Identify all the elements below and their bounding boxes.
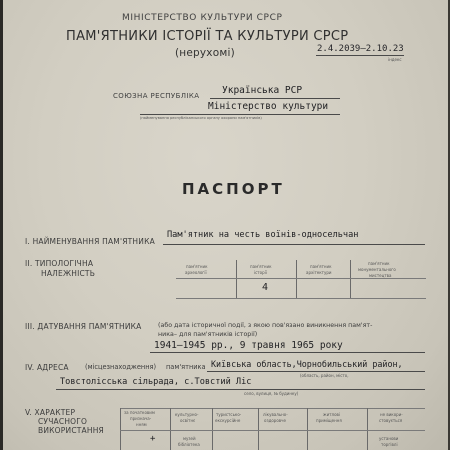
monument-dating: 1941–1945 рр., 9 травня 1965 року xyxy=(154,340,343,351)
usage-unused-l2: стовується xyxy=(379,418,403,423)
usage-tourist-l1: туристсько- xyxy=(216,412,242,417)
section-2-label-1: II. ТИПОЛОГІЧНА xyxy=(25,259,94,268)
address-underline-1 xyxy=(207,371,425,372)
usage-original-l2: признача- xyxy=(130,416,152,421)
type-archaeology-l2: археології xyxy=(185,270,207,275)
usage-sub-library: бібліотека xyxy=(178,442,200,447)
type-divider-1 xyxy=(236,260,237,298)
type-architecture-l2: архітектури xyxy=(306,270,332,275)
section-3-note-1: (або дата історичної події, з якою пов'язано виникнення пам'ят- xyxy=(158,322,373,329)
address-caption-2: село, вулиця, № будинку) xyxy=(244,391,299,396)
usage-sub-museum: музей xyxy=(183,436,196,441)
type-monumental-l1: пам'ятник xyxy=(368,261,390,266)
usage-divider-5 xyxy=(367,408,368,450)
address-line-2: Товстолісська сільрада, с.Товстий Ліс xyxy=(60,377,252,387)
index-number: 2.4.2039–2.10.23 xyxy=(317,44,404,54)
usage-divider-4 xyxy=(307,408,308,450)
usage-medical-l2: оздоровче xyxy=(264,418,286,423)
usage-unused-l1: не викори- xyxy=(380,412,403,417)
passport-title: ПАСПОРТ xyxy=(182,180,285,198)
republic-underline xyxy=(210,98,340,99)
section-3-label: III. ДАТУВАННЯ ПАМ'ЯТНИКА xyxy=(25,322,142,331)
monument-name: Пам'ятник на честь воїнів-односельчан xyxy=(167,230,359,240)
address-line-1: Київська область,Чорнобильський район, xyxy=(211,359,403,369)
republic-value: Українська РСР xyxy=(222,85,303,96)
section-1-label: I. НАЙМЕНУВАННЯ ПАМ'ЯТНИКА xyxy=(25,237,155,246)
type-divider-2 xyxy=(296,260,297,298)
document-subtitle: (нерухомі) xyxy=(175,47,235,59)
type-history-l2: історії xyxy=(254,270,267,275)
address-caption-1: (область, район, місто, xyxy=(300,373,349,378)
index-label: індекс xyxy=(388,57,402,62)
usage-divider-0 xyxy=(120,408,121,450)
usage-cultural-l1: культурно- xyxy=(175,412,199,417)
republic-label: СОЮЗНА РЕСПУБЛІКА xyxy=(113,92,200,100)
ministry-heading: МІНІСТЕРСТВО КУЛЬТУРИ СРСР xyxy=(122,13,283,23)
type-history-mark: 4 xyxy=(262,282,269,293)
type-bottom-rule xyxy=(176,298,426,299)
type-header-rule xyxy=(176,278,426,279)
type-divider-3 xyxy=(350,260,351,298)
type-architecture-l1: пам'ятник xyxy=(310,264,332,269)
address-underline-2 xyxy=(56,389,425,390)
usage-header-rule xyxy=(120,430,425,431)
usage-top-rule xyxy=(120,408,425,409)
type-history-l1: пам'ятник xyxy=(250,264,272,269)
usage-housing-l2: приміщення xyxy=(316,418,342,423)
usage-sub-trade: торгівлі xyxy=(381,442,398,447)
type-monumental-l3: мистецтва xyxy=(369,273,392,278)
section-4-label-note: (місцезнаходження) xyxy=(85,363,157,371)
usage-tourist-l2: екскурсійне xyxy=(215,418,241,423)
index-underline xyxy=(316,55,404,56)
usage-divider-2 xyxy=(212,408,213,450)
section-3-note-2: ника– для пам'ятників історії) xyxy=(158,331,258,338)
dating-underline xyxy=(150,352,425,353)
usage-original-mark: + xyxy=(150,434,156,444)
section-4-label: IV. АДРЕСА xyxy=(25,363,69,372)
section-5-label-2: СУЧАСНОГО xyxy=(38,417,88,426)
organ-underline xyxy=(140,114,340,115)
section-5-label-1: V. ХАРАКТЕР xyxy=(25,408,76,417)
republic-organ: Міністерство культури xyxy=(208,101,329,112)
type-monumental-l2: монументального xyxy=(358,267,396,272)
document-main-title: ПАМ'ЯТНИКИ ІСТОРІЇ ТА КУЛЬТУРИ СРСР xyxy=(66,29,349,44)
type-archaeology-l1: пам'ятник xyxy=(186,264,208,269)
usage-housing-l1: житлові xyxy=(323,412,341,417)
usage-medical-l1: лікувально- xyxy=(263,412,288,417)
usage-sub-institutions: установи xyxy=(379,436,399,441)
usage-divider-1 xyxy=(170,408,171,450)
section-4-label-tail: пам'ятника xyxy=(166,363,206,371)
usage-divider-3 xyxy=(258,408,259,450)
usage-original-l3: нням xyxy=(136,422,147,427)
usage-cultural-l2: освітнє xyxy=(180,418,196,423)
scan-edge-left xyxy=(0,0,3,450)
monument-name-underline xyxy=(163,244,425,245)
section-2-label-2: НАЛЕЖНІСТЬ xyxy=(41,269,96,278)
usage-original-l1: за початковим xyxy=(124,410,155,415)
section-5-label-3: ВИКОРИСТАННЯ xyxy=(38,426,104,435)
republic-caption: (найменування республіканського органу охорони пам'ятників) xyxy=(140,116,262,120)
